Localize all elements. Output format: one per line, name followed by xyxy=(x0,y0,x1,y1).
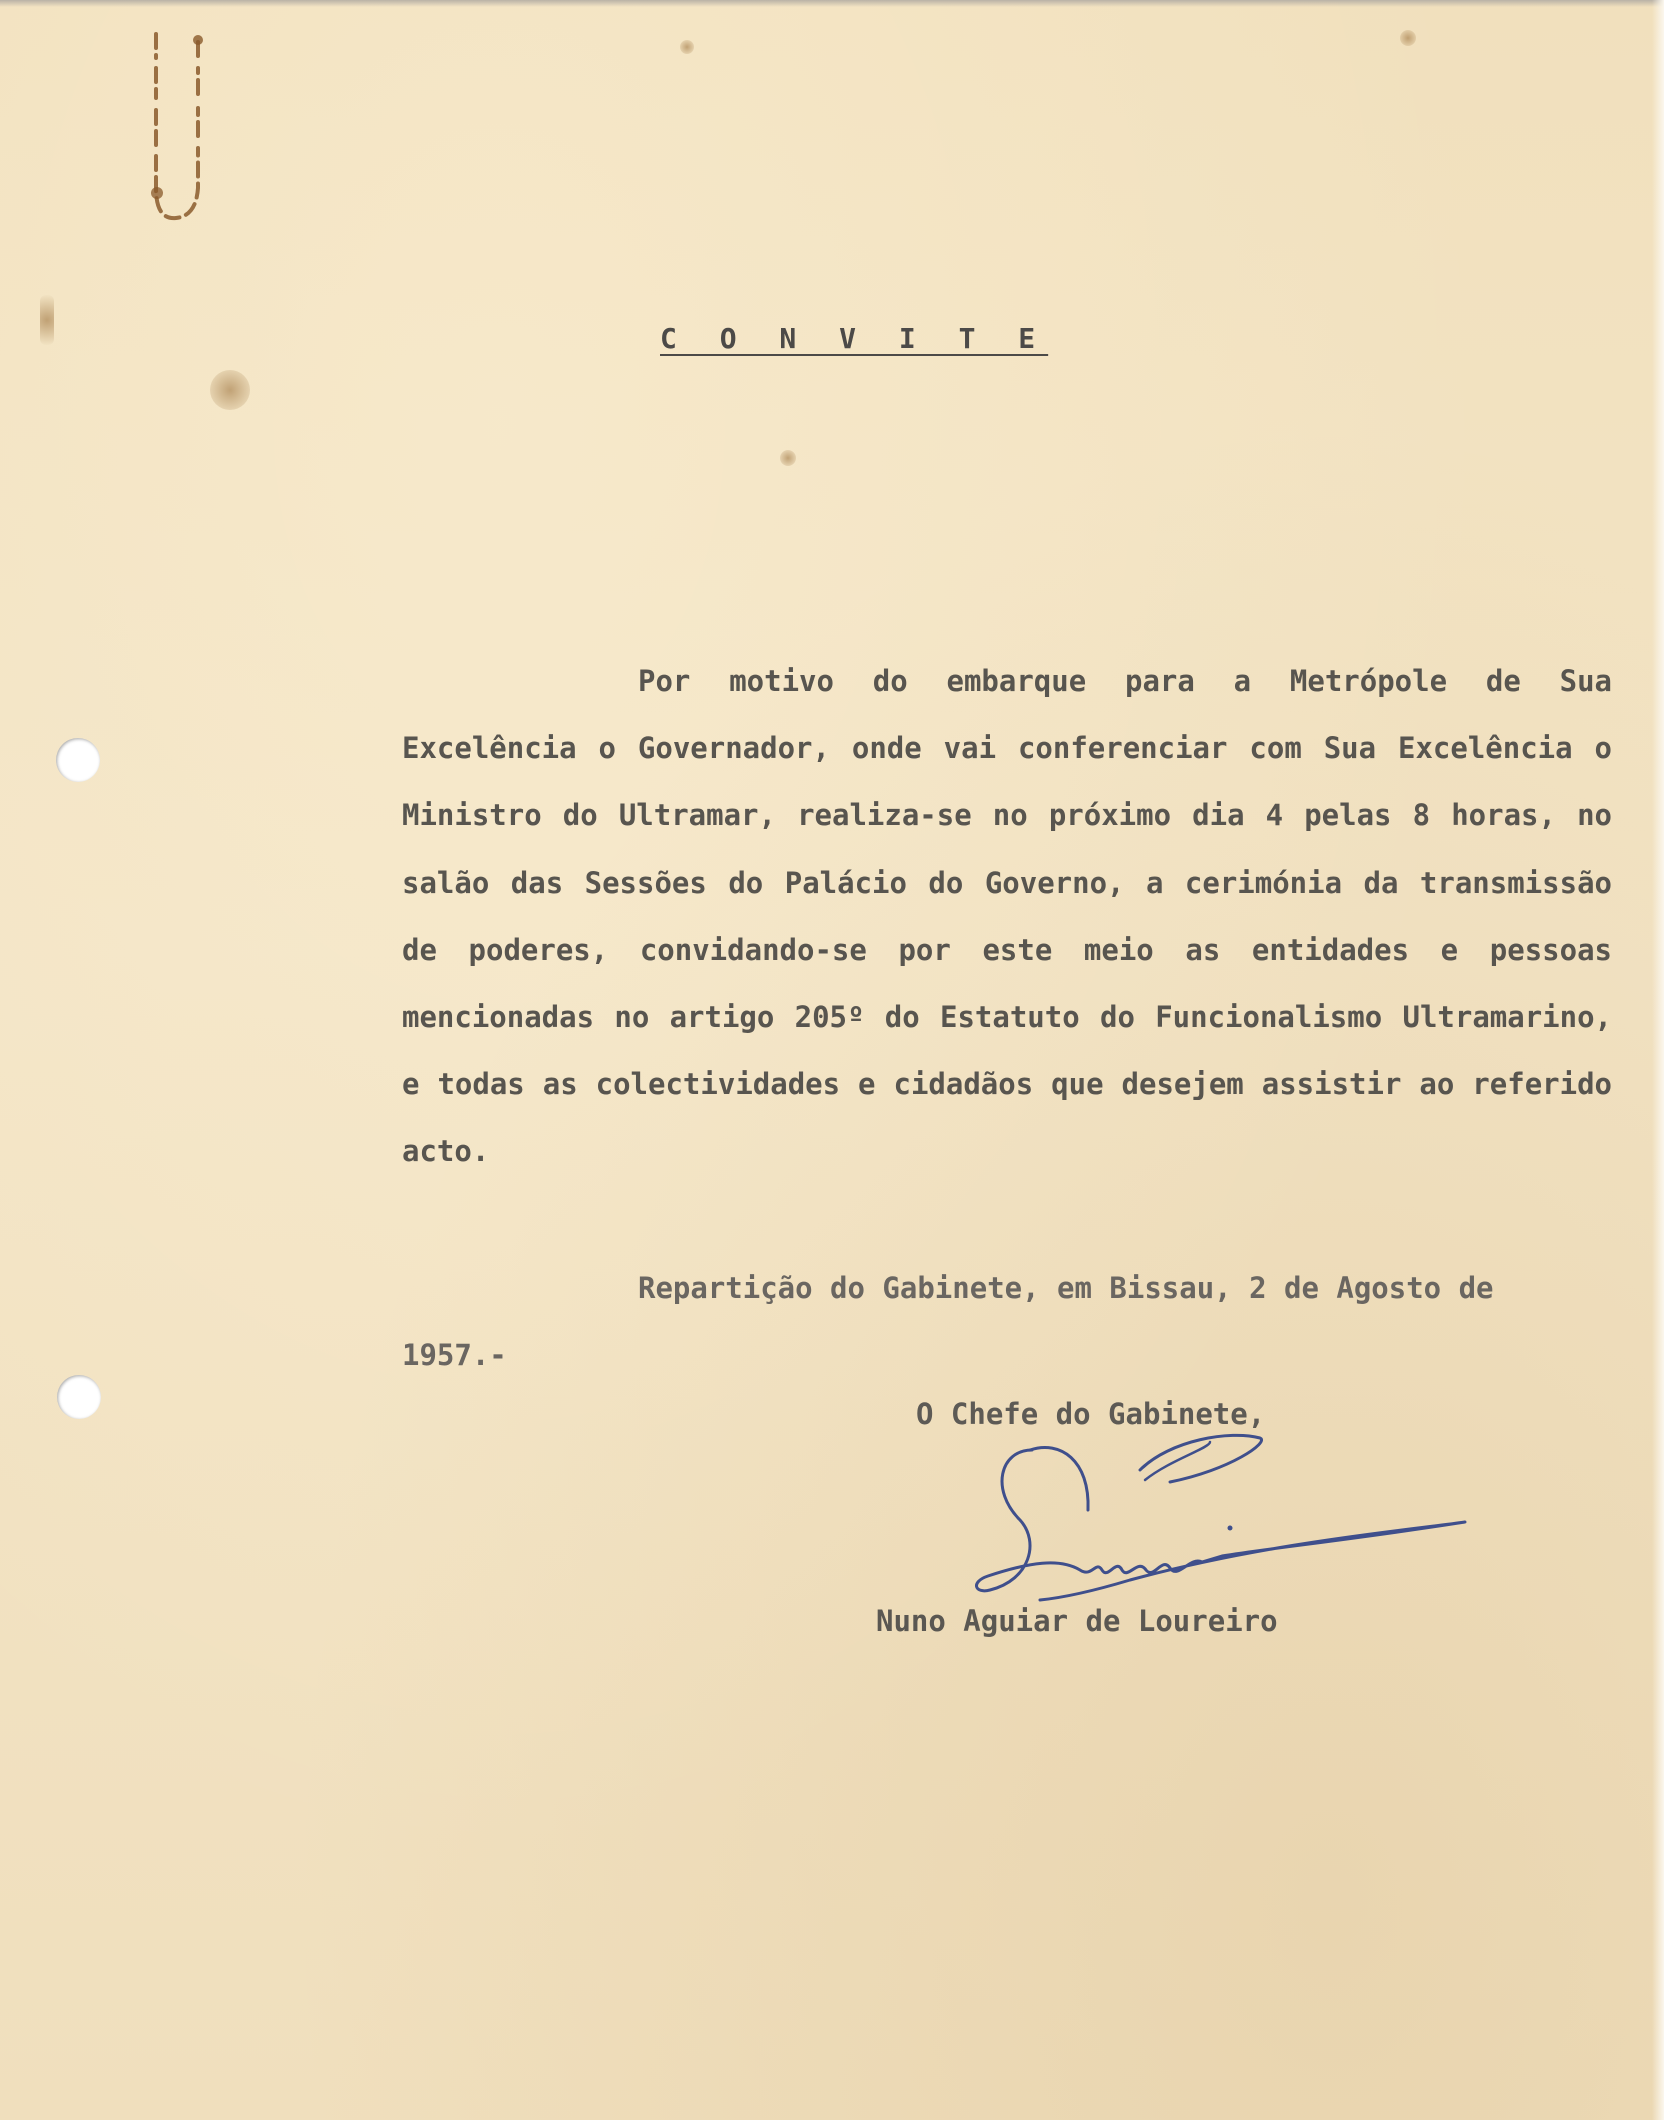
punch-hole-upper xyxy=(56,738,100,782)
place-and-date: Repartição do Gabinete, em Bissau, 2 de Agosto de 1957.- xyxy=(402,1271,1494,1372)
foxing-stain xyxy=(780,450,796,466)
foxing-stain xyxy=(680,40,694,54)
document-title: C O N V I T E xyxy=(660,322,1049,355)
punch-hole-lower xyxy=(57,1375,101,1419)
closing-title: O Chefe do Gabinete, xyxy=(916,1397,1266,1431)
foxing-stain xyxy=(40,295,54,345)
scan-right-edge xyxy=(1652,0,1664,2120)
rust-staple-mark xyxy=(148,28,204,228)
foxing-stain xyxy=(210,370,250,410)
signatory-name: Nuno Aguiar de Loureiro xyxy=(876,1604,1278,1638)
handwritten-signature xyxy=(970,1430,1490,1605)
scan-top-edge xyxy=(0,0,1664,7)
foxing-stain xyxy=(1400,30,1416,46)
invitation-body: Por motivo do embarque para a Metrópole de Sua Excelência o Governador, onde vai conferenciar com Sua Excelência o Ministro do Ultramar, realiza-se no próximo dia 4 pelas 8 horas, no salão das Sessões do Palácio do Governo, a cerimónia da transmissão de poderes, convidando-se por este meio as entidades e pessoas mencionadas no artigo 205º do Estatuto do Funcionalismo Ultramarino, e todas as colectividades e cidadãos que desejem assistir ao referido acto. xyxy=(402,664,1612,1169)
